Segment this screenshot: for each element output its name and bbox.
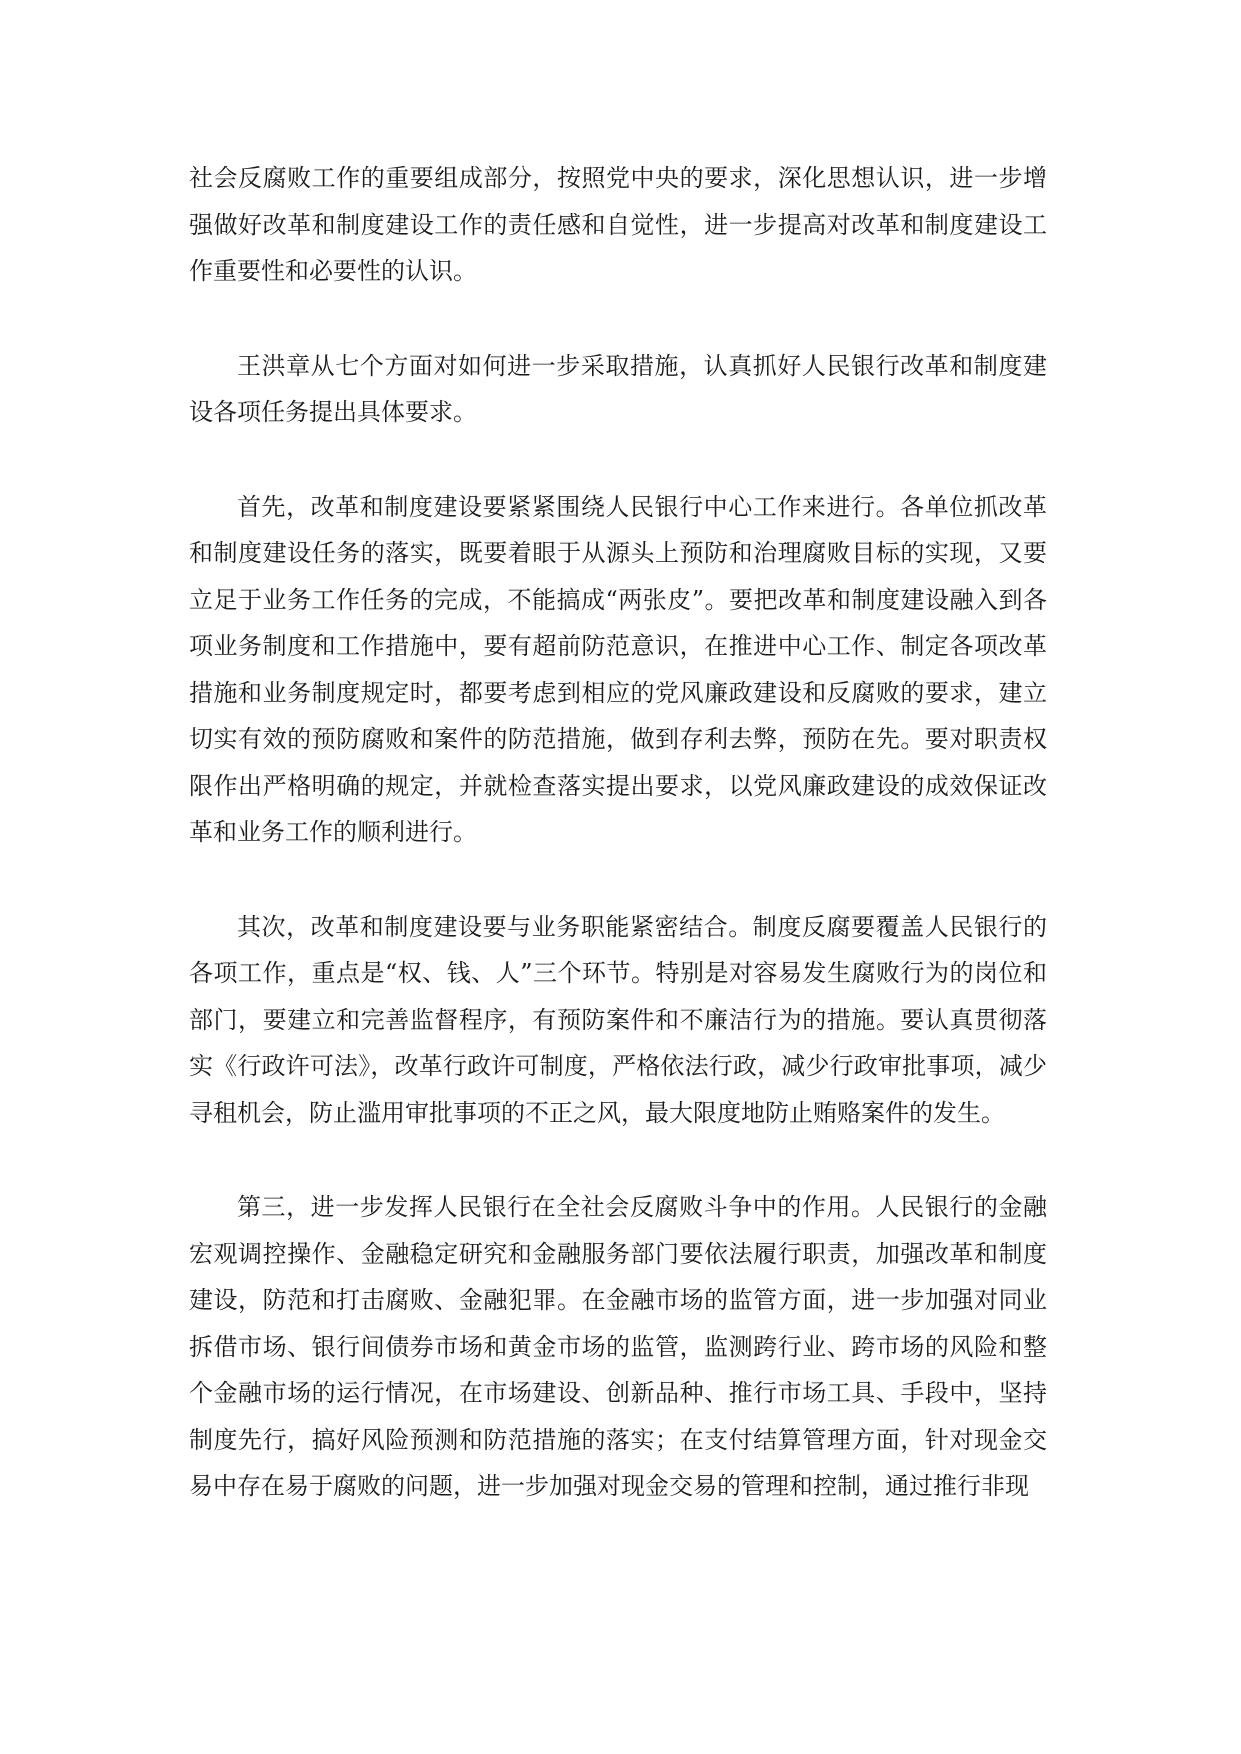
paragraph-1: 社会反腐败工作的重要组成部分，按照党中央的要求，深化思想认识，进一步增强做好改革和制度建设工作的责任感和自觉性，进一步提高对改革和制度建设工作重要性和必要性的认识。 bbox=[189, 164, 1047, 285]
document-body bbox=[189, 155, 1047, 1558]
paragraph-5: 第三，进一步发挥人民银行在全社会反腐败斗争中的作用。人民银行的金融宏观调控操作、金融稳定研究和金融服务部门要依法履行职责，加强改革和制度建设，防范和打击腐败、金融犯罪。在金融市场的监管方面，进一步加强对同业拆借市场、银行间债券市场和黄金市场的监管，监测跨行业、跨市场的风险和整个金融市场的运行情况，在市场建设、创新品种、推行市场工具、手段中，坚持制度先行，搞好风险预测和防范措施的落实；在支付结算管理方面，针对现金交易中存在易于腐败的问题，进一步加强对现金交易的管理和控制，通过推行非现 bbox=[189, 1193, 1047, 1500]
paragraph-2: 王洪章从七个方面对如何进一步采取措施，认真抓好人民银行改革和制度建设各项任务提出具体要求。 bbox=[189, 351, 1047, 426]
paragraph-4: 其次，改革和制度建设要与业务职能紧密结合。制度反腐要覆盖人民银行的各项工作，重点是“权、钱、人”三个环节。特别是对容易发生腐败行为的岗位和部门，要建立和完善监督程序，有预防案件和不廉洁行为的措施。要认真贯彻落实《行政许可法》，改革行政许可制度，严格依法行政，减少行政审批事项，减少寻租机会，防止滥用审批事项的不正之风，最大限度地防止贿赂案件的发生。 bbox=[189, 912, 1047, 1127]
paragraph-3: 首先，改革和制度建设要紧紧围绕人民银行中心工作来进行。各单位抓改革和制度建设任务的落实，既要着眼于从源头上预防和治理腐败目标的实现，又要立足于业务工作任务的完成，不能搞成“两张皮”。要把改革和制度建设融入到各项业务制度和工作措施中，要有超前防范意识，在推进中心工作、制定各项改革措施和业务制度规定时，都要考虑到相应的党风廉政建设和反腐败的要求，建立切实有效的预防腐败和案件的防范措施，做到存利去弊，预防在先。要对职责权限作出严格明确的规定，并就检查落实提出要求，以党风廉政建设的成效保证改革和业务工作的顺利进行。 bbox=[189, 492, 1047, 846]
